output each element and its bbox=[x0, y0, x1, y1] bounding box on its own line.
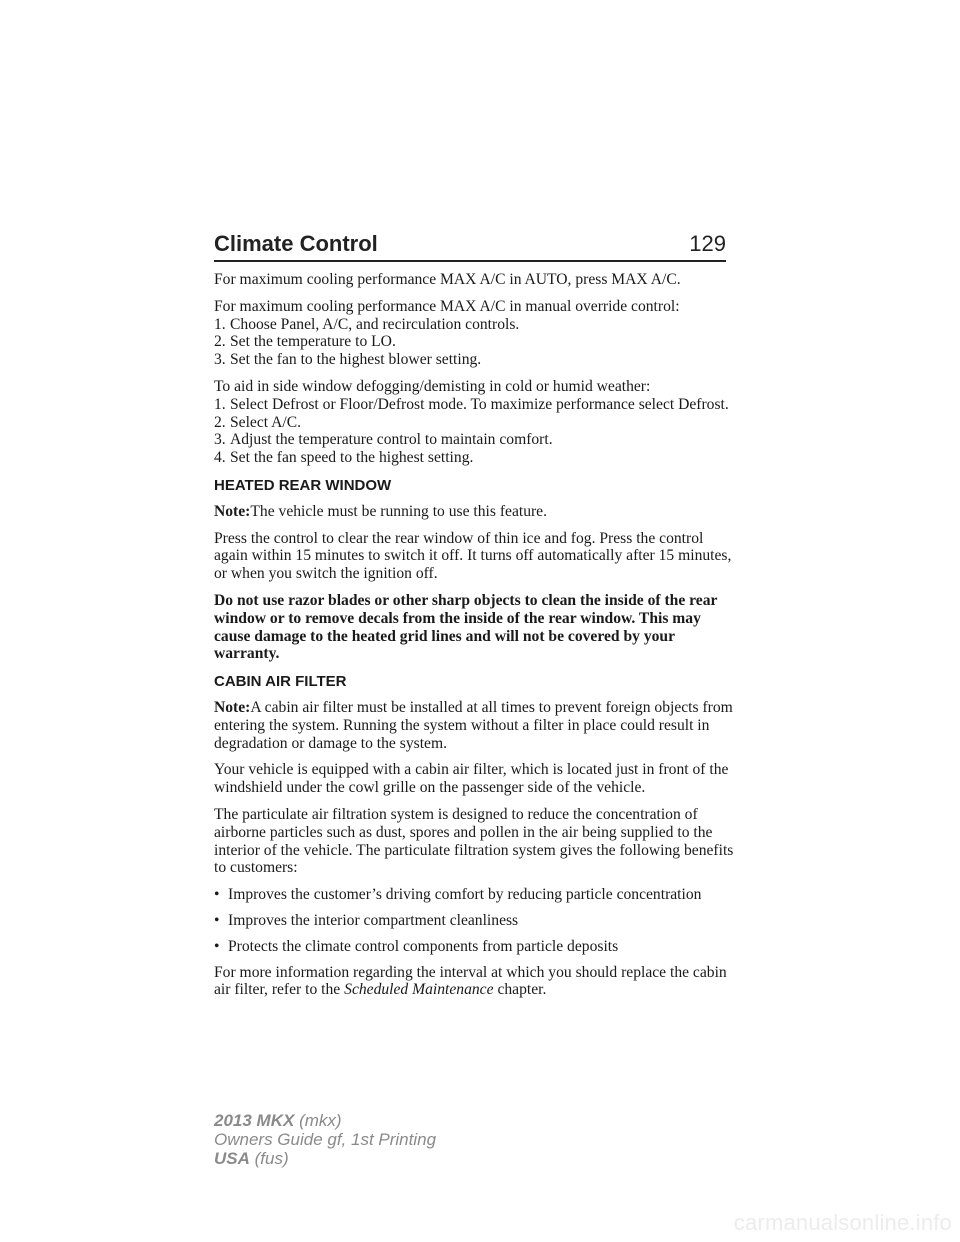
step-number: 3. bbox=[214, 351, 226, 369]
list-item bbox=[214, 414, 734, 432]
page-header bbox=[214, 227, 726, 261]
step-text: Choose Panel, A/C, and recirculation controls. bbox=[230, 315, 520, 333]
step-text: Set the temperature to LO. bbox=[230, 333, 396, 351]
defog-lead: To aid in side window defogging/demisting in cold or humid weather: bbox=[214, 377, 651, 395]
list-item bbox=[214, 938, 734, 956]
footer-model: 2013 MKX bbox=[214, 1111, 295, 1130]
footer-market-code: (fus) bbox=[254, 1149, 289, 1168]
list-item bbox=[214, 351, 734, 369]
list-item bbox=[214, 396, 734, 414]
note-text: A cabin air filter must be installed at all times to prevent foreign objects from entering the system. Running the system without a filter in place could result in degradation or damage to the system. bbox=[214, 698, 733, 752]
footer-model-code: (mkx) bbox=[299, 1111, 342, 1130]
list-item bbox=[214, 431, 734, 449]
step-number: 2. bbox=[214, 413, 226, 431]
list-item bbox=[214, 333, 734, 351]
manual-override-steps bbox=[214, 316, 734, 369]
manual-override-lead: For maximum cooling performance MAX A/C in manual override control: bbox=[214, 297, 680, 315]
cabin-air-filter-heading: CABIN AIR FILTER bbox=[214, 673, 347, 691]
step-number: 1. bbox=[214, 395, 226, 413]
step-text: Set the fan speed to the highest setting. bbox=[230, 449, 474, 467]
benefit-text: Improves the customer’s driving comfort by reducing particle concentration bbox=[228, 886, 702, 904]
list-item bbox=[214, 316, 734, 334]
more-info-text: For more information regarding the interval at which you should replace the cabin air filter, refer to the bbox=[214, 963, 727, 999]
scheduled-maintenance-reference: Scheduled Maintenance bbox=[344, 981, 494, 999]
filtration-description: The particulate air filtration system is designed to reduce the concentration of airborne particles such as dust, spores and pollen in the air being supplied to the interior of the vehicle. The particulate filtration system gives the following benefits to customers: bbox=[214, 805, 734, 877]
section-title: Climate Control bbox=[214, 231, 378, 256]
footer-line-guide: Owners Guide gf, 1st Printing bbox=[214, 1130, 437, 1149]
list-item bbox=[214, 449, 734, 467]
more-info-suffix: chapter. bbox=[497, 981, 547, 999]
more-info-paragraph bbox=[214, 964, 734, 1000]
page-number: 129 bbox=[689, 231, 726, 256]
step-number: 2. bbox=[214, 333, 226, 351]
benefits-list bbox=[214, 886, 734, 955]
document-footer bbox=[214, 1111, 436, 1168]
footer-market: USA bbox=[214, 1149, 250, 1168]
step-text: Select A/C. bbox=[230, 413, 302, 431]
heated-rear-window-paragraph: Press the control to clear the rear window of thin ice and fog. Press the control again within 15 minutes to switch it off. It turns off automatically after 15 minutes, or when you switch the ignition off. bbox=[214, 529, 732, 583]
header-rule bbox=[214, 260, 726, 262]
defog-steps bbox=[214, 396, 734, 467]
max-ac-auto-paragraph: For maximum cooling performance MAX A/C in AUTO, press MAX A/C. bbox=[214, 271, 681, 288]
benefit-text: Protects the climate control components from particle deposits bbox=[228, 937, 619, 955]
step-number: 1. bbox=[214, 315, 226, 333]
step-number: 3. bbox=[214, 431, 226, 449]
list-item bbox=[214, 886, 734, 904]
cabin-air-filter-note bbox=[214, 699, 734, 752]
cabin-air-filter-location: Your vehicle is equipped with a cabin air filter, which is located just in front of the windshield under the cowl grille on the passenger side of the vehicle. bbox=[214, 761, 729, 797]
heated-rear-window-note bbox=[214, 503, 734, 521]
bullet-icon: • bbox=[214, 886, 220, 904]
footer-line-market bbox=[214, 1149, 436, 1168]
page-body bbox=[214, 271, 734, 1008]
list-item bbox=[214, 912, 734, 930]
benefit-text: Improves the interior compartment cleanliness bbox=[228, 911, 519, 929]
step-number: 4. bbox=[214, 449, 226, 467]
note-label: Note: bbox=[214, 502, 251, 520]
note-label: Note: bbox=[214, 698, 251, 716]
defog-block bbox=[214, 378, 734, 467]
step-text: Select Defrost or Floor/Defrost mode. To maximize performance select Defrost. bbox=[230, 395, 729, 413]
heated-rear-window-warning: Do not use razor blades or other sharp objects to clean the inside of the rear window or to remove decals from the inside of the rear window. This may cause damage to the heated grid lines and will not be covered by your warranty. bbox=[214, 591, 718, 663]
manual-override-block bbox=[214, 298, 734, 369]
heated-rear-window-heading: HEATED REAR WINDOW bbox=[214, 476, 392, 494]
bullet-icon: • bbox=[214, 937, 220, 955]
step-text: Set the fan to the highest blower setting. bbox=[230, 351, 482, 369]
watermark-text: carmanualsonline.info bbox=[733, 1210, 952, 1235]
footer-line-model bbox=[214, 1111, 436, 1130]
bullet-icon: • bbox=[214, 911, 220, 929]
note-text: The vehicle must be running to use this feature. bbox=[250, 502, 548, 520]
step-text: Adjust the temperature control to maintain comfort. bbox=[230, 431, 553, 449]
